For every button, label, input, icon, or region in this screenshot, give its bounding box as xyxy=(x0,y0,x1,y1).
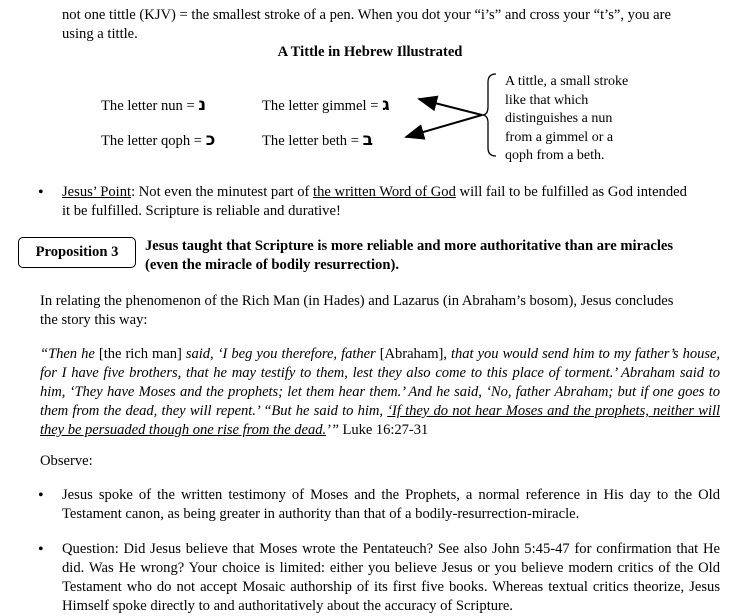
quote-part: “Then he xyxy=(40,346,99,362)
note-line: from a gimmel or a xyxy=(505,129,614,145)
proposition-box: Proposition 3 xyxy=(18,237,136,268)
relating-line-2: the story this way: xyxy=(40,312,148,328)
quote-part: said, ‘I beg you therefore, father xyxy=(181,346,380,362)
note-line: qoph from a beth. xyxy=(505,148,605,163)
note-line: like that which xyxy=(505,92,589,108)
nun-glyph: נ xyxy=(198,95,207,115)
quote-reference: Luke 16:27-31 xyxy=(338,422,429,438)
note-line: distinguishes a nun xyxy=(505,111,613,126)
bullet-marker: • xyxy=(38,541,44,558)
letter-nun-label: The letter nun = xyxy=(101,98,199,114)
intro-line-1: not one tittle (KJV) = the smallest stroke of a pen. When you dot your “i’s” and cross your “t’s”, you are xyxy=(62,7,671,23)
bullet-marker: • xyxy=(38,184,44,201)
quote-insert: [Abraham] xyxy=(379,346,444,362)
bullet-marker: • xyxy=(38,487,44,504)
figure-title: A Tittle in Hebrew Illustrated xyxy=(277,44,463,60)
tittle-note xyxy=(505,73,640,166)
beth-glyph: ב xyxy=(362,130,373,150)
gimmel-glyph: ג xyxy=(382,95,390,115)
arrow-to-beth xyxy=(406,115,482,137)
jesus-point-text-b: will fail to be fulfilled as God intended xyxy=(455,184,687,200)
intro-line-2: using a tittle. xyxy=(62,26,138,42)
quote-underlined: ‘If they do not hear Moses and the prophets, neither will they be persuaded though one rise from the dead. xyxy=(40,403,721,438)
letter-beth-label: The letter beth = xyxy=(262,133,363,149)
note-line: A tittle, a small stroke xyxy=(505,74,629,89)
proposition-statement xyxy=(145,237,720,275)
quote-part: ’” xyxy=(326,422,339,438)
letter-qoph-label: The letter qoph = xyxy=(101,133,206,149)
quote-insert: [the rich man] xyxy=(98,346,182,362)
letter-gimmel-label: The letter gimmel = xyxy=(262,98,383,114)
proposition-line-2: (even the miracle of bodily resurrection). xyxy=(145,257,399,273)
quote-part: , that you would send him to my father’s house, for I have five brothers, that he may testify to them, lest they also come to this place of torment.’ Abraham said to him, ‘They have Moses and the prophets; let them hear them.’ And he said, ‘No, father Abraham; but if one goes to them from the dead, they will repent.’ “But he said to him, xyxy=(40,346,721,419)
jesus-point-line-2: it be fulfilled. Scripture is reliable and durative! xyxy=(62,203,341,219)
note-brace xyxy=(482,74,496,156)
jesus-point-text-a: : Not even the minutest part of xyxy=(131,184,314,200)
proposition-line-1: Jesus taught that Scripture is more reliable and more authoritative than are miracles xyxy=(145,238,674,254)
observation-bullet-1: Jesus spoke of the written testimony of Moses and the Prophets, a normal reference in His day to the Old Testament canon, as being greater in authority than that of a bodily-resurrection-miracle. xyxy=(62,487,720,522)
written-word-phrase: the written Word of God xyxy=(313,184,456,200)
scripture-quote xyxy=(40,345,720,440)
observe-label: Observe: xyxy=(40,453,93,469)
qoph-glyph: כ xyxy=(205,130,216,150)
relating-line-1: In relating the phenomenon of the Rich Man (in Hades) and Lazarus (in Abraham’s bosom), Jesus concludes xyxy=(40,293,674,309)
arrow-to-gimmel xyxy=(419,99,482,115)
jesus-point-line-1 xyxy=(62,183,687,202)
observation-bullet-2: Question: Did Jesus believe that Moses wrote the Pentateuch? See also John 5:45-47 for confirmation that He did. Was He wrong? Your choice is limited: either you believe Jesus or you believe modern critics of the Old Testament who do not accept Mosaic authorship of its first five books. Whereas textual critics theorize, Jesus Himself spoke directly to and authoritatively about the accuracy of Scripture. xyxy=(62,541,720,614)
jesus-point-label: Jesus’ Point xyxy=(62,184,132,200)
